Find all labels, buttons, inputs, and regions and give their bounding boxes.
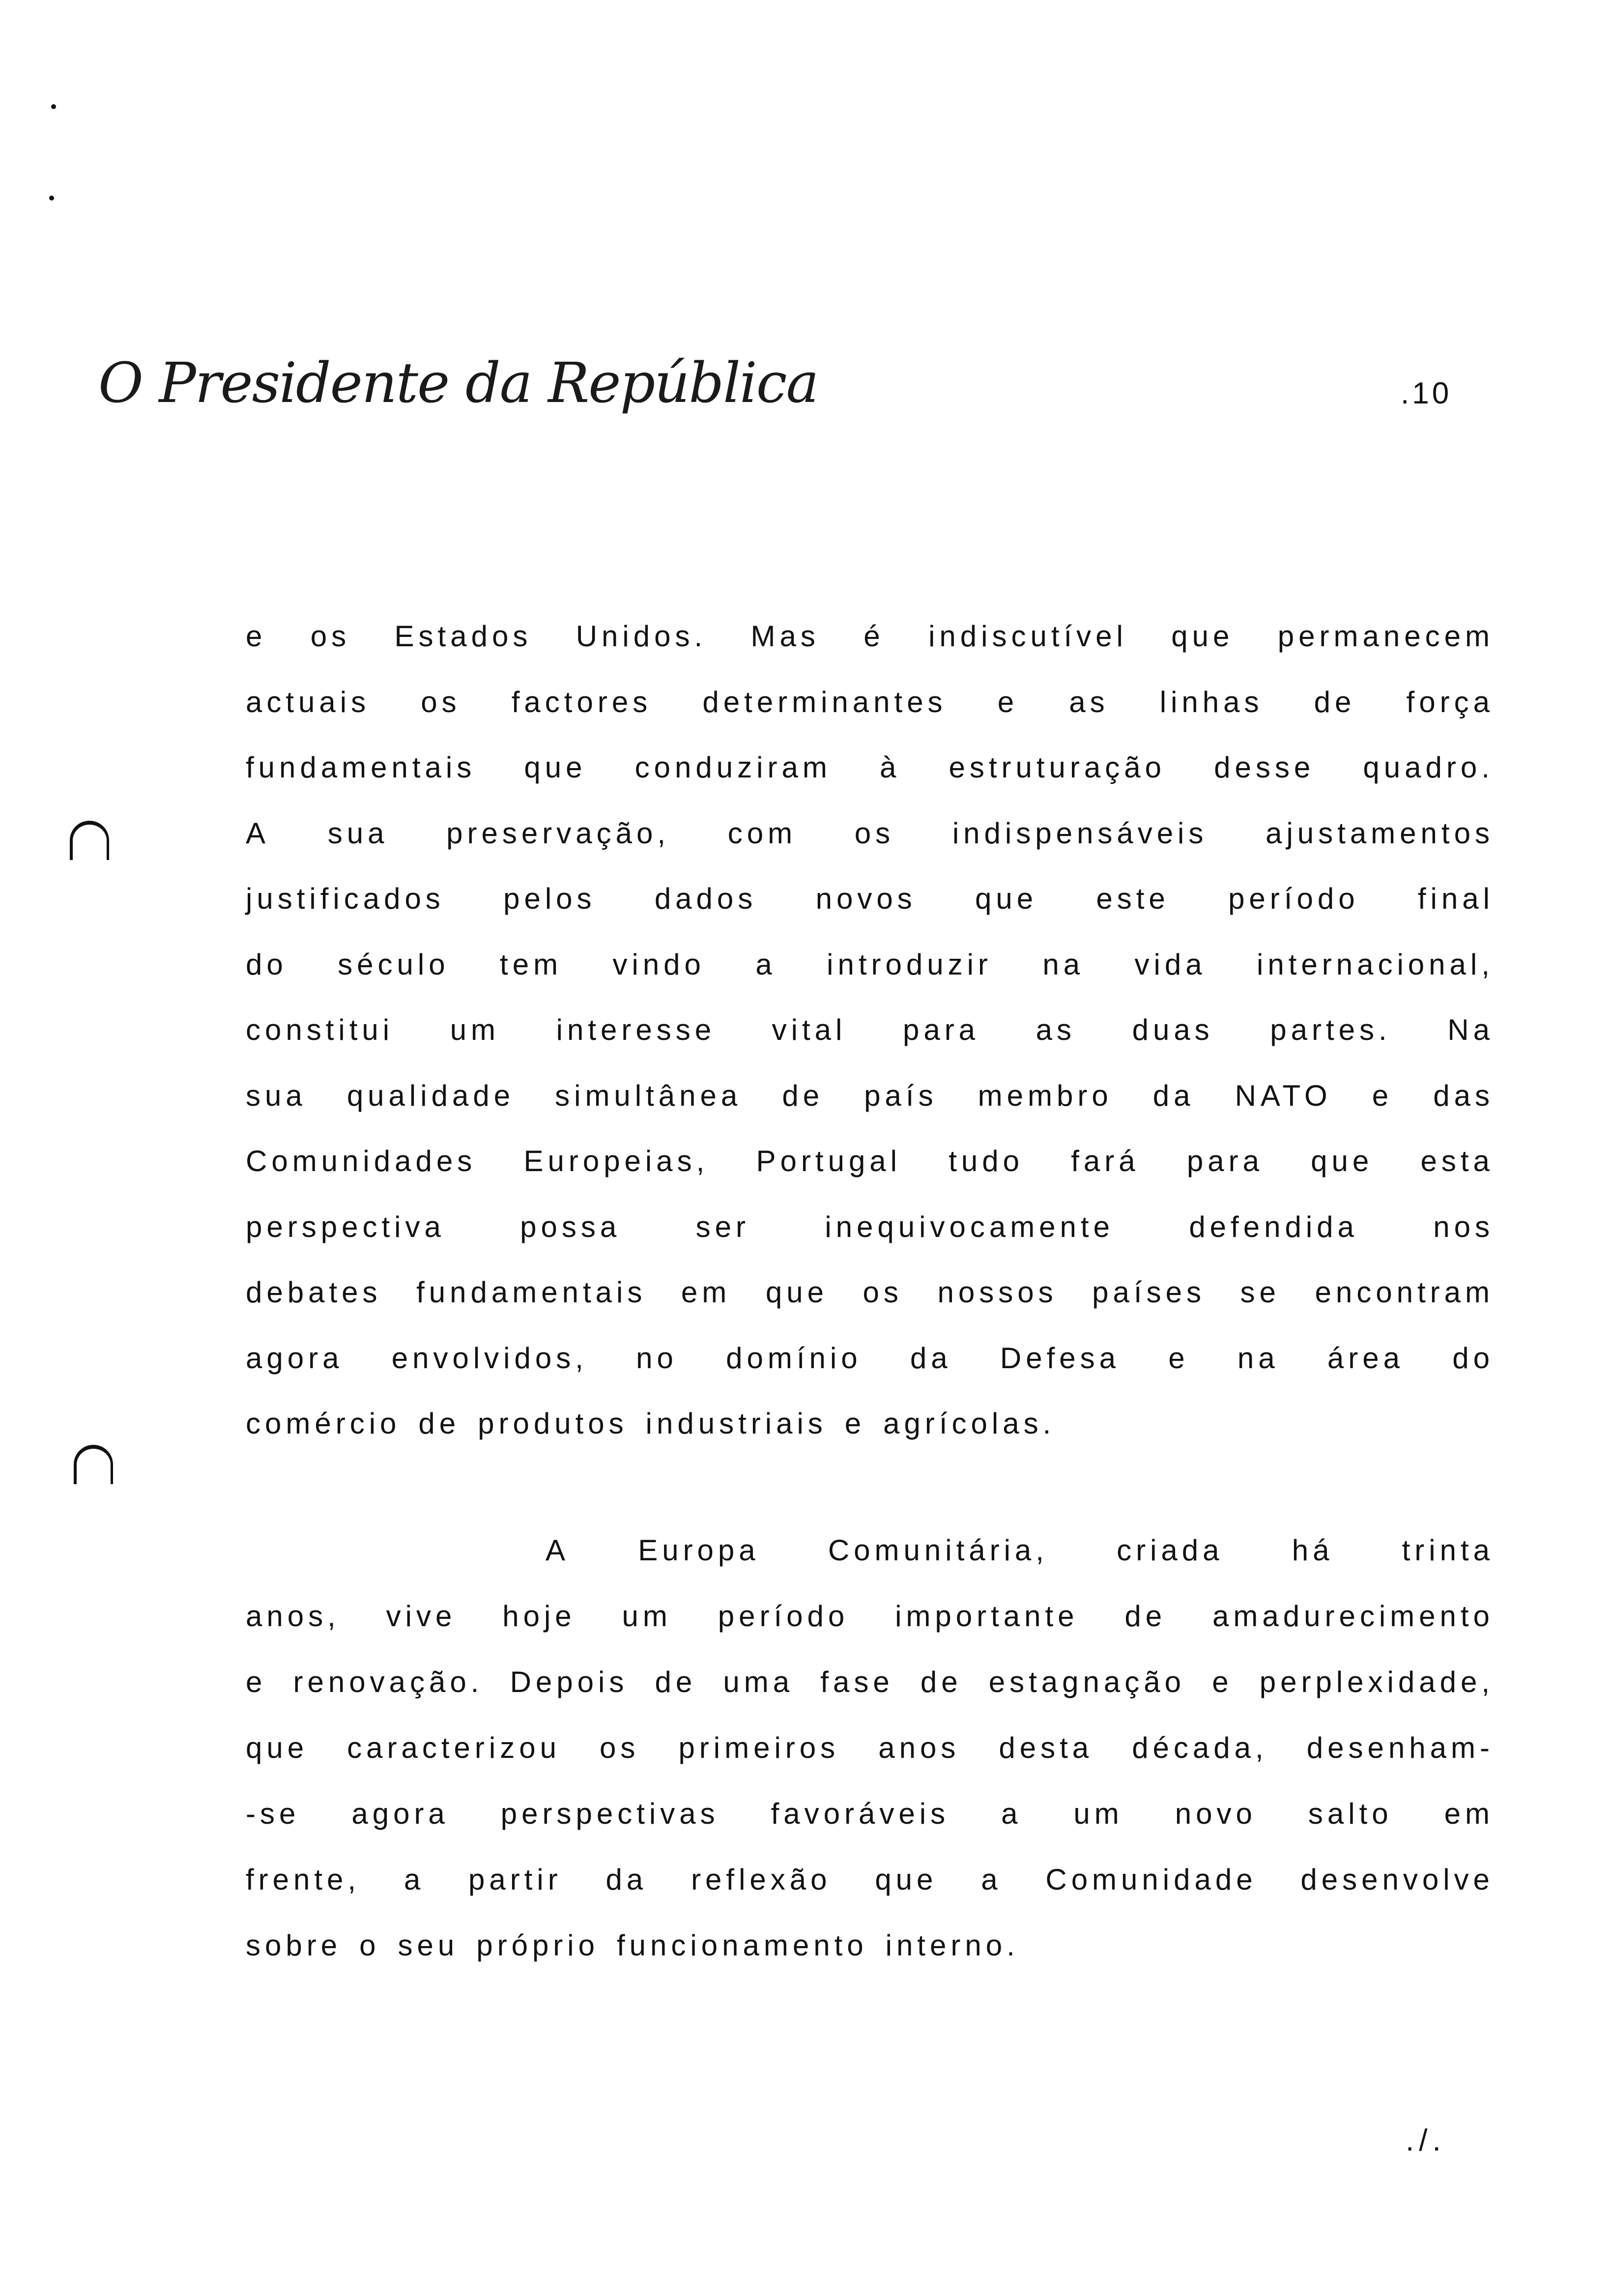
word: NATO xyxy=(1235,1079,1332,1112)
word: os xyxy=(600,1731,640,1764)
text-line xyxy=(246,617,1494,656)
word: os xyxy=(421,685,461,718)
word: ser xyxy=(695,1210,750,1243)
text-line xyxy=(246,879,1494,918)
word: as xyxy=(1036,1013,1076,1046)
word: século xyxy=(338,947,450,981)
word: Defesa xyxy=(1000,1341,1120,1375)
word: linhas xyxy=(1159,685,1264,718)
text-line xyxy=(546,1531,1494,1570)
word: determinantes xyxy=(702,685,947,718)
word: agrícolas. xyxy=(883,1407,1056,1440)
word: final xyxy=(1417,882,1494,915)
word: no xyxy=(636,1341,678,1375)
word: as xyxy=(1069,685,1109,718)
word: o xyxy=(359,1929,380,1962)
word: que xyxy=(1311,1145,1374,1177)
word: dados xyxy=(654,882,757,915)
word: de xyxy=(655,1665,697,1698)
text-line xyxy=(246,1926,1494,1965)
word: actuais xyxy=(246,685,371,718)
word: funcionamento xyxy=(617,1929,868,1962)
word: na xyxy=(1237,1341,1279,1375)
word: que xyxy=(524,751,587,784)
word: agora xyxy=(351,1797,449,1830)
word: duas xyxy=(1132,1013,1214,1046)
word: da xyxy=(1152,1079,1195,1112)
text-line xyxy=(246,1273,1494,1312)
word: e xyxy=(1212,1665,1233,1698)
word: tem xyxy=(500,947,563,981)
word: a xyxy=(403,1863,425,1896)
word: fará xyxy=(1071,1145,1140,1177)
word: a xyxy=(755,947,777,981)
word: quadro. xyxy=(1363,751,1494,784)
word: vindo xyxy=(612,947,705,981)
word: preservação, xyxy=(446,816,670,850)
word: período xyxy=(1228,882,1359,915)
word: país xyxy=(864,1079,938,1112)
word: da xyxy=(910,1341,952,1375)
text-line xyxy=(246,1404,1494,1443)
text-line xyxy=(246,1010,1494,1050)
word: vital xyxy=(772,1013,847,1046)
word: -se xyxy=(246,1797,300,1830)
word: produtos xyxy=(478,1407,628,1440)
word: trinta xyxy=(1402,1534,1494,1567)
word: primeiros xyxy=(678,1731,840,1764)
word: amadurecimento xyxy=(1212,1600,1494,1633)
word: países xyxy=(1092,1276,1206,1309)
word: membro xyxy=(978,1079,1113,1112)
word: introduzir xyxy=(827,947,992,981)
word: e xyxy=(1372,1079,1393,1112)
word: desta xyxy=(999,1731,1094,1764)
word: e xyxy=(246,620,267,653)
word: Mas xyxy=(750,620,820,653)
word: para xyxy=(902,1013,980,1046)
word: das xyxy=(1433,1079,1494,1112)
word: renovação. xyxy=(293,1665,484,1698)
word: industriais xyxy=(645,1407,827,1440)
word: encontram xyxy=(1315,1276,1494,1309)
word: sobre xyxy=(246,1929,342,1962)
word: para xyxy=(1186,1145,1264,1177)
letterhead: O Presidente da República xyxy=(98,351,818,415)
word: um xyxy=(450,1013,500,1046)
word: permanecem xyxy=(1277,620,1494,653)
word: os xyxy=(863,1276,903,1309)
word: nos xyxy=(1433,1210,1494,1243)
word: debates xyxy=(246,1276,382,1309)
word: partes. xyxy=(1270,1013,1391,1046)
word: Unidos. xyxy=(576,620,707,653)
continuation-mark: ./. xyxy=(1406,2124,1446,2157)
word: anos xyxy=(878,1731,960,1764)
word: vida xyxy=(1134,947,1207,981)
word: em xyxy=(681,1276,731,1309)
word: A xyxy=(546,1534,570,1567)
word: fase xyxy=(820,1665,894,1698)
word: em xyxy=(1444,1797,1494,1830)
word: os xyxy=(310,620,351,653)
word: A xyxy=(246,816,270,850)
text-line xyxy=(246,945,1494,984)
word: salto xyxy=(1308,1797,1393,1830)
text-line xyxy=(246,1597,1494,1636)
scan-dot xyxy=(51,104,56,109)
word: estagnação xyxy=(988,1665,1186,1698)
word: Na xyxy=(1447,1013,1494,1046)
word: à xyxy=(879,751,901,784)
text-line xyxy=(246,1663,1494,1702)
word: justificados xyxy=(246,882,445,915)
word: e xyxy=(246,1665,267,1698)
word: e xyxy=(997,685,1019,718)
text-line xyxy=(246,1076,1494,1116)
word: Comunidade xyxy=(1045,1863,1257,1896)
word: conduziram xyxy=(634,751,832,784)
word: seu xyxy=(398,1929,459,1962)
word: um xyxy=(622,1600,672,1633)
word: qualidade xyxy=(346,1079,515,1112)
word: do xyxy=(1452,1341,1494,1375)
text-line xyxy=(246,1728,1494,1768)
word: fundamentais xyxy=(246,751,476,784)
page-number: .10 xyxy=(1401,376,1452,410)
word: que xyxy=(246,1731,309,1764)
word: com xyxy=(727,816,797,850)
word: é xyxy=(864,620,885,653)
word: agora xyxy=(246,1341,344,1375)
word: hoje xyxy=(502,1600,576,1633)
word: período xyxy=(718,1600,849,1633)
word: desenvolve xyxy=(1300,1863,1494,1896)
word: desse xyxy=(1214,751,1315,784)
word: frente, xyxy=(246,1863,361,1896)
word: Europeias, xyxy=(523,1145,709,1177)
word: força xyxy=(1406,685,1494,718)
word: uma xyxy=(723,1665,794,1698)
word: a xyxy=(1001,1797,1022,1830)
word: perspectivas xyxy=(500,1797,720,1830)
word: comércio xyxy=(246,1407,401,1440)
word: de xyxy=(418,1407,461,1440)
word: de xyxy=(920,1665,962,1698)
text-line xyxy=(246,683,1494,722)
word: da xyxy=(605,1863,648,1896)
word: e xyxy=(1168,1341,1189,1375)
word: novos xyxy=(815,882,917,915)
word: próprio xyxy=(476,1929,599,1962)
word: reflexão xyxy=(691,1863,832,1896)
text-line xyxy=(246,1142,1494,1181)
word: partir xyxy=(468,1863,562,1896)
word: desenham- xyxy=(1306,1731,1494,1764)
text-line xyxy=(246,1207,1494,1247)
binder-hole-mark xyxy=(74,1445,113,1484)
text-line xyxy=(246,1794,1494,1834)
word: interesse xyxy=(556,1013,716,1046)
word: Estados xyxy=(394,620,532,653)
word: interno. xyxy=(885,1929,1019,1962)
word: década, xyxy=(1132,1731,1268,1764)
word: possa xyxy=(520,1210,621,1243)
word: factores xyxy=(511,685,652,718)
word: ajustamentos xyxy=(1266,816,1494,850)
word: de xyxy=(1314,685,1356,718)
word: envolvidos, xyxy=(391,1341,588,1375)
text-line xyxy=(246,1339,1494,1378)
word: há xyxy=(1292,1534,1334,1567)
word: criada xyxy=(1117,1534,1224,1567)
word: de xyxy=(1124,1600,1167,1633)
scan-dot xyxy=(49,196,54,201)
word: se xyxy=(1240,1276,1280,1309)
word: que xyxy=(975,882,1038,915)
word: a xyxy=(981,1863,1002,1896)
word: Comunitária, xyxy=(828,1534,1048,1567)
word: Europa xyxy=(638,1534,760,1567)
word: simultânea xyxy=(555,1079,742,1112)
word: Comunidades xyxy=(246,1145,477,1177)
word: indispensáveis xyxy=(952,816,1208,850)
word: vive xyxy=(386,1600,457,1633)
word: pelos xyxy=(503,882,596,915)
word: Portugal xyxy=(756,1145,902,1177)
word: fundamentais xyxy=(416,1276,647,1309)
binder-hole-mark xyxy=(70,821,109,860)
word: sua xyxy=(327,816,389,850)
word: favoráveis xyxy=(771,1797,950,1830)
word: um xyxy=(1073,1797,1123,1830)
word: caracterizou xyxy=(347,1731,561,1764)
word: que xyxy=(875,1863,938,1896)
word: tudo xyxy=(949,1145,1024,1177)
word: novo xyxy=(1175,1797,1257,1830)
word: nossos xyxy=(937,1276,1058,1309)
word: área xyxy=(1327,1341,1404,1375)
word: importante xyxy=(895,1600,1079,1633)
word: inequivocamente xyxy=(825,1210,1114,1243)
word: na xyxy=(1042,947,1085,981)
word: Depois xyxy=(510,1665,629,1698)
word: defendida xyxy=(1189,1210,1358,1243)
word: que xyxy=(765,1276,828,1309)
word: sua xyxy=(246,1079,307,1112)
word: os xyxy=(854,816,895,850)
word: anos, xyxy=(246,1600,340,1633)
text-line xyxy=(246,814,1494,853)
word: estruturação xyxy=(949,751,1166,784)
word: constitui xyxy=(246,1013,394,1046)
word: domínio xyxy=(726,1341,862,1375)
text-line xyxy=(246,748,1494,787)
word: perspectiva xyxy=(246,1210,445,1243)
text-line xyxy=(246,1860,1494,1899)
word: perplexidade, xyxy=(1259,1665,1494,1698)
word: que xyxy=(1171,620,1234,653)
word: esta xyxy=(1420,1145,1494,1177)
word: e xyxy=(844,1407,866,1440)
word: indiscutível xyxy=(928,620,1127,653)
word: internacional, xyxy=(1257,947,1494,981)
word: este xyxy=(1096,882,1170,915)
word: de xyxy=(782,1079,824,1112)
word: do xyxy=(246,947,288,981)
